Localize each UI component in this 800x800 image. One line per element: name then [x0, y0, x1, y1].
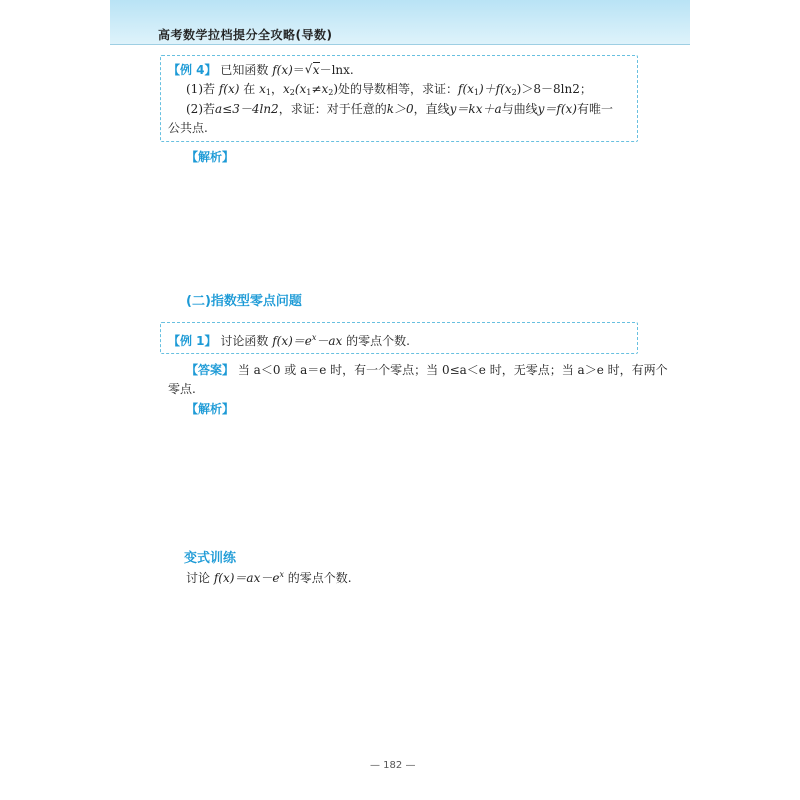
book-title: 高考数学拉档提分全攻略(导数): [158, 28, 333, 42]
analysis-label-1: 【解析】: [186, 150, 235, 164]
answer-line-2: 零点.: [168, 382, 196, 396]
page-number: — 182 —: [370, 760, 416, 771]
answer-label: 【答案】: [186, 363, 235, 377]
example-1-tag: 【例 1】: [168, 334, 217, 348]
example-4-part-2: (2)若a≤3－4ln2，求证：对于任意的k＞0，直线y＝kx＋a与曲线y＝f(x)有唯一: [186, 102, 614, 116]
header-rule: [110, 44, 690, 45]
practice-text: 讨论 $f(x)=ax-e^x$ 的零点个数.: [186, 570, 352, 585]
analysis-label-2: 【解析】: [186, 402, 235, 416]
example-4-line-1: 【例 4】 已知函数 f(x)＝√ x－lnx.: [168, 61, 354, 79]
practice-title: 变式训练: [184, 551, 237, 566]
example-4-part-1: (1)若 f(x) 在 $x_1$，$x_2(x_1\ne x_2)$处的导数相等，求证：$f(x_1)+f(x_2)>8-8\ln 2$；: [186, 82, 592, 97]
example-4-part-2-tail: 公共点.: [168, 121, 208, 135]
example-4-tag: 【例 4】: [168, 63, 217, 77]
section-title: (二)指数型零点问题: [186, 294, 302, 309]
answer-line-1: 【答案】 当 a＜0 或 a＝e 时，有一个零点；当 0≤a＜e 时，无零点；当 a＞e 时，有两个: [186, 363, 668, 377]
example-1-line: 【例 1】 讨论函数 $f(x)=e^x-ax$ 的零点个数.: [168, 333, 410, 348]
